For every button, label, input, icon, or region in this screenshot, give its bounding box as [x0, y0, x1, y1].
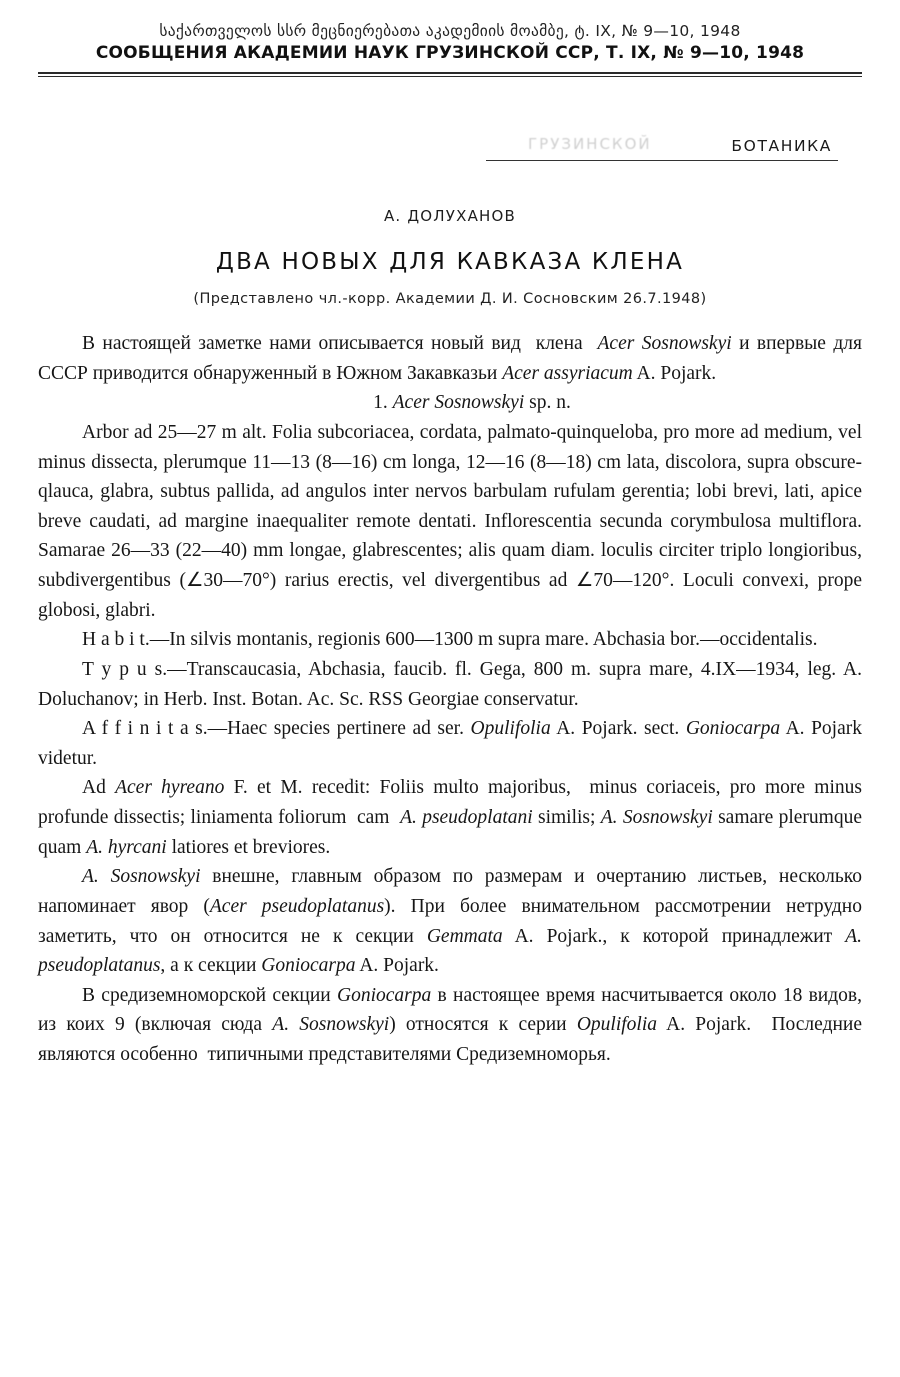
section-ghost-text: ГРУЗИНСКОЙ — [528, 135, 652, 153]
russian-paragraph-1: A. Sosnowskyi внешне, главным образом по размерам и очертанию листьев, несколько напоминает явор (Acer pseudoplatanus). При более внимательном рассмотрении нетрудно заметить, что он относится не к секции Gemmata A. Pojark., к которой принадлежит A. pseudoplatanus, а к секции Goniocarpa A. Pojark. — [38, 866, 862, 977]
intro-paragraph: В настоящей заметке нами описывается новый вид клена Acer Sosnowskyi и впервые для СССР приводится обнаруженный в Южном Закавказьи Acer assyriacum A. Pojark. — [38, 333, 862, 384]
russian-paragraph-2: В средиземноморской секции Goniocarpa в настоящее время насчитывается около 18 видов, из коих 9 (включая сюда A. Sosnowskyi) относятся к серии Opulifolia A. Pojark. Последние являются особенно типичными представителями Средиземноморья. — [38, 984, 863, 1065]
habit-text: —In silvis montanis, regionis 600—1300 m supra mare. Abchasia bor.—occidentalis. — [149, 629, 818, 651]
article-body — [38, 329, 862, 1070]
section-label: БОТАНИКА — [731, 137, 832, 155]
species-heading: 1. Acer Sosnowskyi sp. n. — [373, 392, 571, 414]
affinitas-label: A f f i n i t a s. — [82, 718, 208, 740]
masthead — [38, 22, 862, 63]
affinitas-paragraph: A f f i n i t a s.—Haec species pertinere ad ser. Opulifolia A. Pojark. sect. Goniocarpa A. Pojark videtur. — [38, 718, 862, 769]
article-author: А. ДОЛУХАНОВ — [383, 207, 517, 225]
section-underline — [486, 160, 838, 161]
page-title: ДВА НОВЫХ ДЛЯ КАВКАЗА КЛЕНА — [215, 249, 685, 275]
masthead-russian-line: СООБЩЕНИЯ АКАДЕМИИ НАУК ГРУЗИНСКОЙ ССР, Т. IX, № 9—10, 1948 — [95, 43, 805, 63]
typus-text: —Transcaucasia, Abchasia, faucib. fl. Gega, 800 m. supra mare, 4.IX—1934, leg. A. Doluchanov; in Herb. Inst. Botan. Ac. Sc. RSS Georgiae conservatur. — [38, 658, 862, 710]
presented-note: (Представлено чл.-корр. Академии Д. И. Сосновским 26.7.1948) — [193, 291, 707, 307]
typus-paragraph — [38, 655, 862, 714]
habit-label: H a b i t. — [82, 629, 150, 651]
masthead-georgian-line: საქართველოს სსრ მეცნიერებათა აკადემიის მოამბე, ტ. IX, № 9—10, 1948 — [159, 22, 741, 40]
section-header — [38, 127, 862, 161]
latin-description: Arbor ad 25—27 m alt. Folia subcoriacea, cordata, palmato-quinqueloba, pro more ad medium, vel minus dissecta, plerumque 11—13 (8—16) cm longa, 12—16 (8—18) cm lata, discolora, supra obscure-qlauca, glabra, subtus pallida, ad angulos inter nervos barbulam rufulam gerentia; lobi brevi, lati, apice breve caudati, ad margine inaequaliter remote dentati. Inflorescentia secunda corymbulosa multiflora. Samarae 26—33 (22—40) mm longae, glabrescentes; alis quam diam. loculis circiter triplo longioribus, subdivergentibus (∠30—70°) rarius erectis, vel divergentibus ad ∠70—120°. Loculi convexi, prope globosi, glabri. — [38, 421, 862, 621]
header-rule — [38, 72, 862, 77]
comparison-paragraph: Ad Acer hyreano F. et M. recedit: Foliis multo majoribus, minus coriaceis, pro more minus profunde dissectis; liniamenta foliorum cam A. pseudoplatani similis; A. Sosnowskyi samare plerumque quam A. hyrcani latiores et breviores. — [38, 777, 862, 858]
habit-paragraph — [38, 625, 862, 655]
typus-label: T y p u s. — [82, 658, 168, 680]
